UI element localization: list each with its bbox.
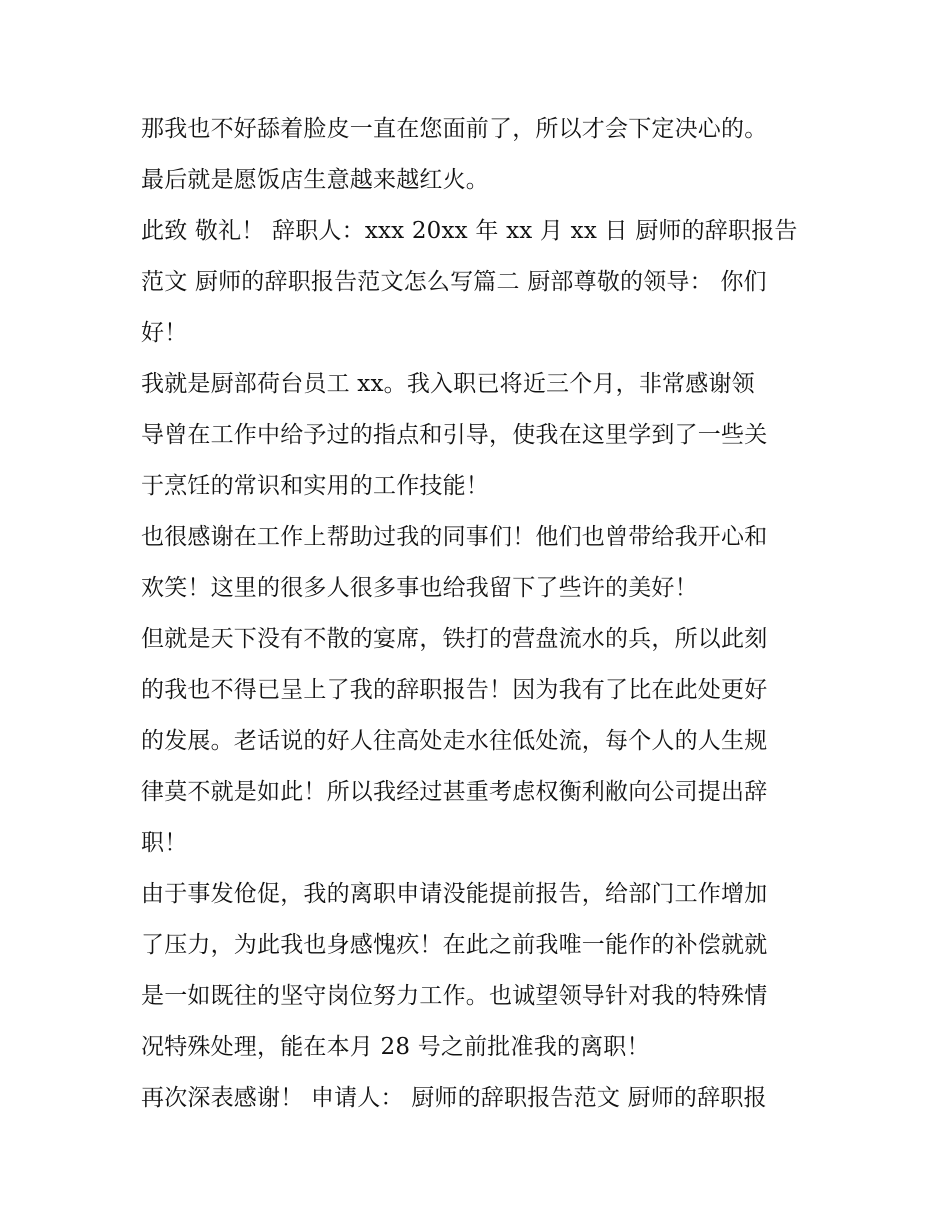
text-line: 再次深表感谢！ 申请人： 厨师的辞职报告范文 厨师的辞职报 xyxy=(141,1085,767,1111)
text-line: 此致 敬礼！ 辞职人：xxx 20xx 年 xx 月 xx 日 厨师的辞职报告 xyxy=(141,218,798,244)
text-line: 于烹饪的常识和实用的工作技能！ xyxy=(141,473,489,499)
text-line: 我就是厨部荷台员工 xx。我入职已将近三个月，非常感谢领 xyxy=(141,371,755,397)
text-line: 职！ xyxy=(141,830,188,856)
text-line: 是一如既往的坚守岗位努力工作。也诚望领导针对我的特殊情 xyxy=(141,983,768,1009)
text-line: 也很感谢在工作上帮助过我的同事们！他们也曾带给我开心和 xyxy=(141,524,768,550)
text-line: 那我也不好舔着脸皮一直在您面前了，所以才会下定决心的。 xyxy=(141,116,768,142)
text-line: 范文 厨师的辞职报告范文怎么写篇二 厨部尊敬的领导： 你们 xyxy=(141,269,767,295)
text-line: 况特殊处理，能在本月 28 号之前批准我的离职！ xyxy=(141,1034,650,1060)
text-line: 欢笑！这里的很多人很多事也给我留下了些许的美好！ xyxy=(141,575,698,601)
text-line: 导曾在工作中给予过的指点和引导，使我在这里学到了一些关 xyxy=(141,422,768,448)
text-line: 律莫不就是如此！所以我经过甚重考虑权衡利敝向公司提出辞 xyxy=(141,779,768,805)
text-line: 的我也不得已呈上了我的辞职报告！因为我有了比在此处更好 xyxy=(141,677,768,703)
text-line: 由于事发伧促，我的离职申请没能提前报告，给部门工作增加 xyxy=(141,881,768,907)
text-line: 的发展。老话说的好人往高处走水往低处流，每个人的人生规 xyxy=(141,728,768,754)
document-body xyxy=(141,104,813,1124)
text-line: 最后就是愿饭店生意越来越红火。 xyxy=(141,167,489,193)
text-line: 好！ xyxy=(141,320,188,346)
text-line: 了压力，为此我也身感愧疚！在此之前我唯一能作的补偿就就 xyxy=(141,932,768,958)
text-line: 但就是天下没有不散的宴席，铁打的营盘流水的兵，所以此刻 xyxy=(141,626,768,652)
